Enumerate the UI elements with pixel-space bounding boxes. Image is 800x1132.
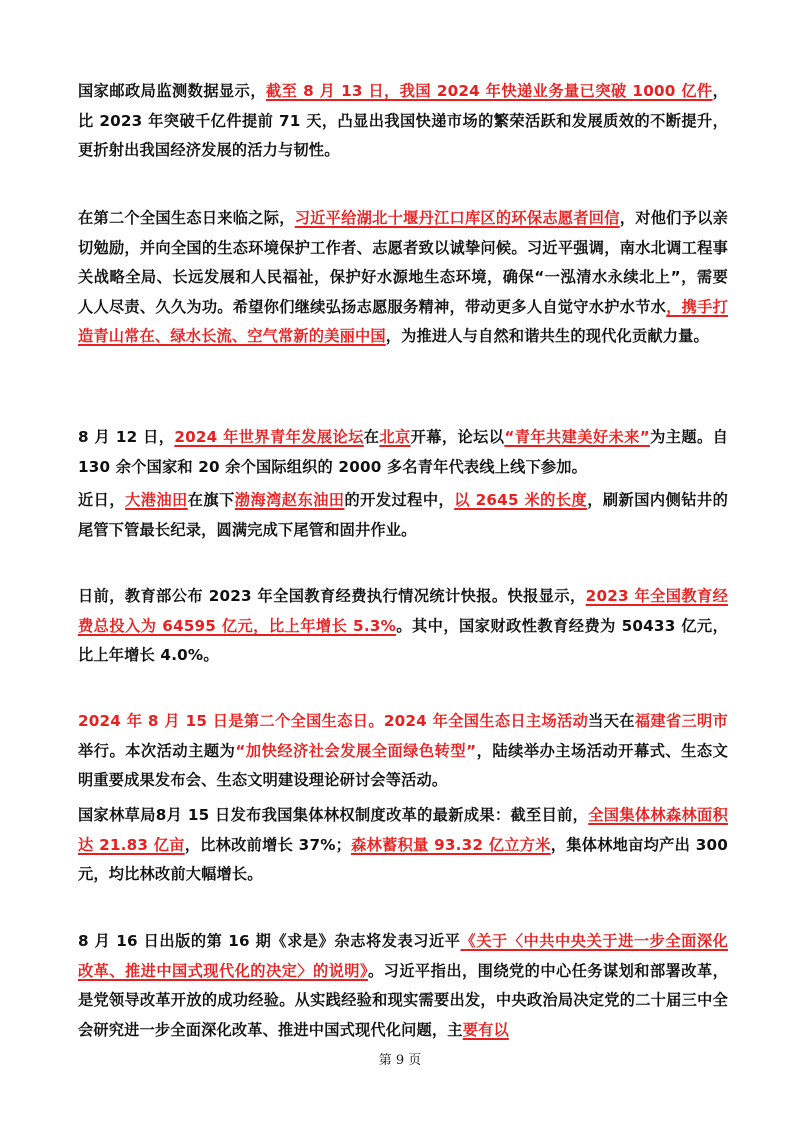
highlighted-text: 大港油田 [125,491,188,509]
highlighted-text: 全国集体林森林面积达 21.83 亿亩 [78,806,728,854]
paragraph-dagang-oilfield [78,486,728,545]
highlighted-text: ，携手打造青山常在、绿水长流、空气常新的美丽中国 [78,297,728,345]
body-text: ，对他们予以亲切勉励，并向全国的生态环境保护工作者、志愿者致以诚挚问候。习近平强调，南水北调工程事关战略全局、长远发展和人民福祉，保护好水源地生态环境，确保“一泓清水永续北上”，需要人人尽责、久久为功。希望你们继续弘扬志愿服务精神，带动更多人自觉守水护水节水 [78,209,729,316]
body-text: 日前，教育部公布 2023 年全国教育经费执行情况统计快报。快报显示， [78,587,586,605]
body-text: ，陆续举办主场活动开幕式、生态文明重要成果发布会、生态文明建设理论研讨会等活动。 [78,741,729,789]
highlighted-text: 《关于〈中共中央关于进一步全面深化改革、推进中国式现代化的决定〉的说明》 [78,932,728,980]
highlighted-text: 2023 年全国教育经费总投入为 64595 亿元，比上年增长 5.3% [78,587,728,635]
body-text: 当天在 [588,712,635,730]
paragraph-ecology-day [78,707,728,796]
body-text: 在旗下 [187,491,235,509]
body-text: ，集体林地亩均产出 300 元，均比林改前大幅增长。 [78,835,729,883]
body-text: 开幕，论坛以 [410,428,505,446]
page-number: 第 9 页 [378,1053,422,1068]
body-text: 在第二个全国生态日来临之际， [78,209,295,227]
body-text: ，刷新国内侧钻井的尾管下管最长纪录，圆满完成下尾管和固井作业。 [78,491,728,539]
highlighted-text: 福建省三明市 [634,712,728,730]
highlighted-text: “青年共建美好未来” [504,428,650,446]
paragraph-forest-reform [78,801,728,890]
highlighted-text: 森林蓄积量 93.32 亿立方米 [351,835,551,854]
body-text: ，为推进人与自然和谐共生的现代化贡献力量。 [385,327,709,345]
body-text: 。其中，国家财政性教育经费为 50433 亿元，比上年增长 4.0%。 [78,616,728,664]
paragraph-education-funding [78,582,728,671]
body-text: 为主题。自 130 余个国家和 20 余个国际组织的 2000 多名青年代表线上线下参加。 [78,428,729,476]
body-text: 国家邮政局监测数据显示， [78,82,267,100]
body-text: 的开发过程中， [344,491,455,509]
body-text: 国家林草局8月 15 日发布我国集体林权制度改革的最新成果：截至目前， [78,806,589,824]
body-text: 近日， [78,491,126,509]
paragraph-youth-forum [78,423,728,482]
highlighted-text: 渤海湾赵东油田 [234,491,345,509]
body-text: 8 月 12 日， [78,428,175,446]
highlighted-text: 北京 [379,428,411,446]
paragraph-ecology-letter [78,204,728,352]
highlighted-text: “加快经济社会发展全面绿色转型” [235,741,477,760]
body-text: ，比 2023 年突破千亿件提前 71 天，凸显出我国快递市场的繁荣活跃和发展质效的不断提升，更折射出我国经济发展的活力与韧性。 [78,82,728,159]
highlighted-text: 要有以 [462,1020,509,1039]
highlighted-text: 2024 年世界青年发展论坛 [174,428,364,446]
body-text: 8 月 16 日出版的第 16 期《求是》杂志将发表习近平 [78,932,461,950]
body-text: 。习近平指出，围绕党的中心任务谋划和部署改革，是党领导改革开放的成功经验。从实践经验和现实需要出发，中央政治局决定党的二十届三中全会研究进一步全面深化改革、推进中国式现代化问题，主 [78,961,728,1039]
body-text: 举行。本次活动主题为 [78,741,236,760]
paragraph-qiushi-article [78,927,728,1045]
highlighted-text: 习近平给湖北十堰丹江口库区的环保志愿者回信 [294,209,620,227]
highlighted-text: 以 2645 米的长度 [454,491,588,509]
body-text: 在 [363,428,380,446]
body-text: ，比林改前增长 37%； [184,835,352,854]
highlighted-text: 2024 年 8 月 15 日是第二个全国生态日。2024 年全国生态日主场活动 [78,712,589,730]
paragraph-express-delivery [78,77,728,166]
highlighted-text: 截至 8 月 13 日，我国 2024 年快递业务量已突破 1000 亿件 [266,82,713,100]
